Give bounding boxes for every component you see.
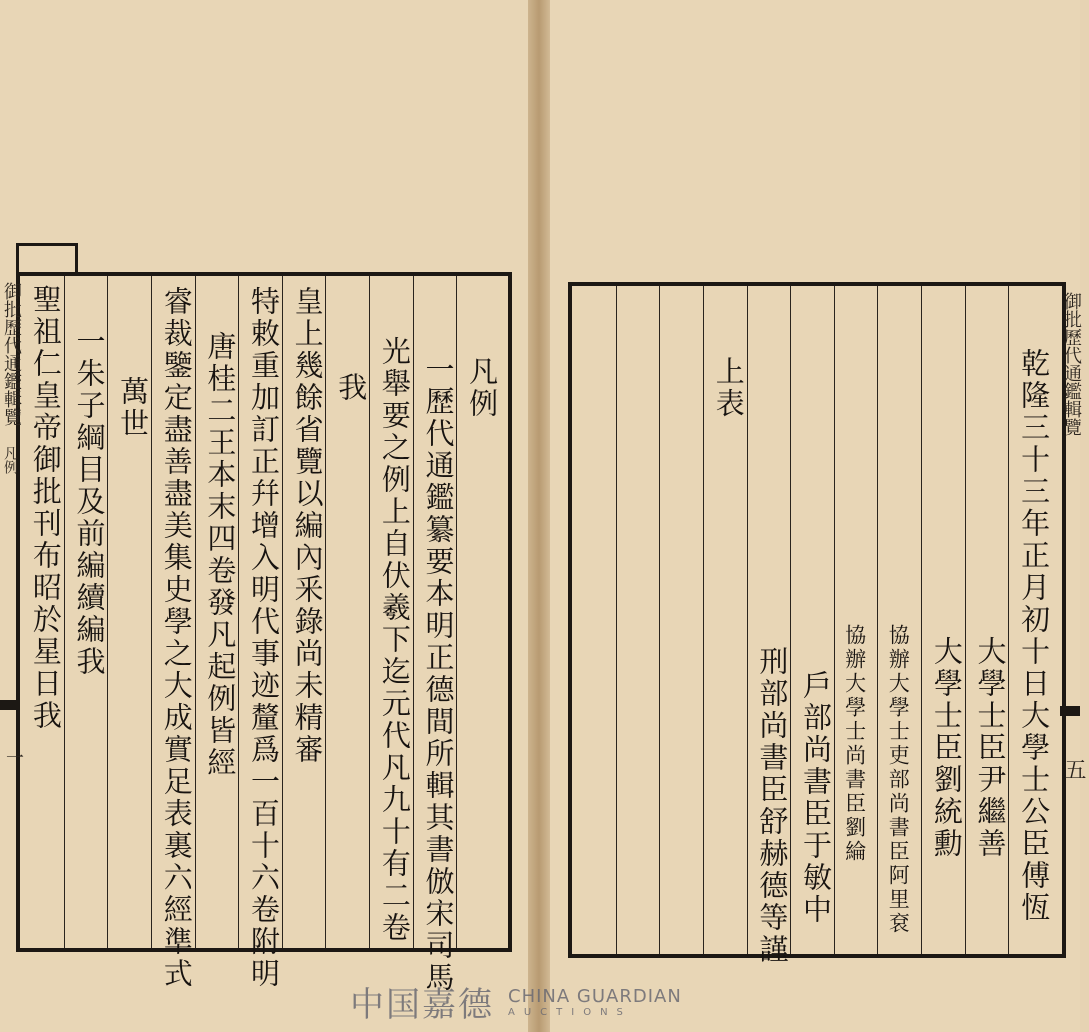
text-column: 特敕重加訂正幷增入明代事迹釐爲一百十六卷附明 xyxy=(247,286,281,990)
column-rule xyxy=(921,286,922,954)
text-column: 聖祖仁皇帝御批刊布昭於星日我 xyxy=(28,284,63,732)
text-column: 凡例 xyxy=(465,356,500,420)
text-column: 刑部尚書臣舒赫德等謹 xyxy=(755,646,790,966)
left-margin-page: 一 xyxy=(3,748,24,766)
watermark-english-line2: AUCTIONS xyxy=(508,1006,632,1018)
text-column: 萬世 xyxy=(116,376,151,440)
left-margin-title: 御批歷代通鑑輯覽 xyxy=(1,282,22,426)
text-column: 一歷代通鑑纂要本明正德間所輯其書倣宋司馬 xyxy=(421,354,456,994)
text-column: 協辦大學士吏部尚書臣阿里袞 xyxy=(886,624,911,936)
column-rule xyxy=(659,286,660,954)
left-columns xyxy=(20,276,508,994)
text-column: 協辦大學士尚書臣劉綸 xyxy=(842,624,867,864)
text-column: 睿裁鑒定盡善盡美集史學之大成實足表裏六經準式 xyxy=(159,286,194,990)
right-fold-mark xyxy=(1060,706,1080,716)
left-margin-section: 凡例 xyxy=(2,446,18,474)
text-column: 戶部尚書臣于敏中 xyxy=(799,670,833,926)
column-rule xyxy=(616,286,617,954)
watermark-chinese: 中国嘉德 xyxy=(350,985,494,1025)
watermark-english xyxy=(508,986,682,1018)
text-column: 大學士臣劉統勳 xyxy=(929,636,964,860)
text-column: 光舉要之例上自伏羲下迄元代凡九十有二卷 xyxy=(377,336,412,944)
left-fold-mark xyxy=(0,700,18,710)
right-margin-title: 御批歷代通鑑輯覽 xyxy=(1061,292,1082,436)
text-column: 上表 xyxy=(711,356,746,420)
text-column: 大學士臣尹繼善 xyxy=(973,636,1008,860)
right-margin-page: 五 xyxy=(1061,758,1086,780)
column-rule xyxy=(877,286,878,954)
text-column: 皇上幾餘省覽以編內釆錄尚未精審 xyxy=(290,286,325,766)
book-gutter xyxy=(528,0,550,1032)
watermark-english-line1: CHINA GUARDIAN xyxy=(508,985,682,1007)
watermark xyxy=(350,977,682,1026)
text-column: 唐桂二王本末四卷發凡起例皆經 xyxy=(203,331,238,779)
text-column: 我 xyxy=(334,372,369,404)
column-rule xyxy=(703,286,704,954)
text-column: 乾隆三十三年正月初十日大學士公臣傅恆 xyxy=(1017,348,1052,924)
text-column: 一朱子綱目及前編續編我 xyxy=(72,326,107,678)
right-columns xyxy=(572,286,1062,966)
